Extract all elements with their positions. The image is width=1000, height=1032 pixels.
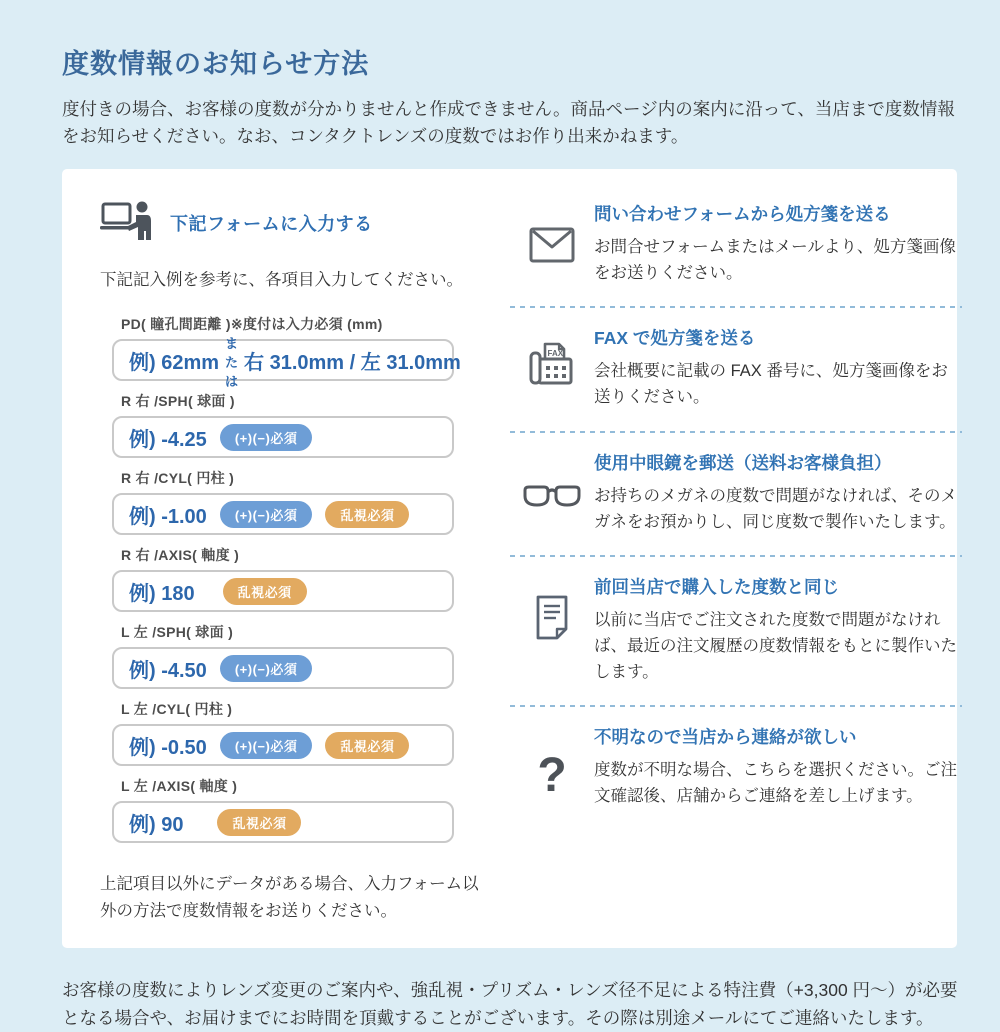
method-body: お持ちのメガネの度数で問題がなければ、そのメガネをお預かりし、同じ度数で製作いたします。 — [594, 486, 957, 531]
method-title: FAX で処方箋を送る — [594, 328, 756, 349]
method-separator — [510, 306, 962, 308]
form-header — [100, 199, 488, 246]
field-label-r-sph: R 右 /SPH( 球面 ) — [121, 393, 235, 410]
info-card — [62, 169, 957, 948]
question-icon: ? — [537, 748, 567, 802]
field-label-l-cyl: L 左 /CYL( 円柱 ) — [121, 701, 233, 718]
example-value: 例) -0.50 — [129, 736, 207, 759]
method-item-previous-order — [510, 559, 962, 703]
example-value: 例) -4.50 — [129, 659, 207, 682]
form-column — [62, 195, 488, 924]
mail-icon — [510, 201, 594, 286]
form-instruction: 下記記入例を参考に、各項目入力してください。 — [100, 271, 463, 290]
method-body: 以前に当店でご注文された度数で問題がなければ、最近の注文履歴の度数情報をもとに製作いたします。 — [594, 610, 957, 681]
badge-plus-minus-required: (+)(−)必須 — [220, 424, 313, 451]
method-separator — [510, 555, 962, 557]
fax-icon — [510, 325, 594, 410]
method-title: 前回当店で購入した度数と同じ — [594, 576, 839, 597]
method-item-mail-glasses — [510, 435, 962, 553]
intro-text: 度付きの場合、お客様の度数が分かりませんと作成できません。商品ページ内の案内に沿って、当店まで度数情報をお知らせください。なお、コンタクトレンズの度数ではお作り出来かねます。 — [62, 99, 955, 147]
example-box-pd — [112, 335, 461, 389]
field-label-r-axis: R 右 /AXIS( 軸度 ) — [121, 547, 240, 564]
methods-column — [488, 195, 980, 924]
badge-plus-minus-required: (+)(−)必須 — [220, 655, 313, 682]
svg-text:FAX: FAX — [547, 349, 564, 359]
form-input-icon — [100, 199, 152, 246]
method-item-contact-form — [510, 195, 962, 304]
example-box-l-axis — [112, 801, 454, 843]
method-body: 会社概要に記載の FAX 番号に、処方箋画像をお送りください。 — [594, 362, 948, 407]
method-body: 度数が不明な場合、こちらを選択ください。ご注文確認後、店舗からご連絡を差し上げます。 — [594, 760, 957, 805]
field-label-r-cyl: R 右 /CYL( 円柱 ) — [121, 470, 235, 487]
badge-astigmatism-required: 乱視必須 — [325, 732, 409, 759]
footer-note: お客様の度数によりレンズ変更のご案内や、強乱視・プリズム・レンズ径不足による特注費（+3,300 円〜）が必要となる場合や、お届けまでにお時間を頂戴することがございます。その際は別途メールにてご連絡いたします。 — [62, 980, 958, 1029]
example-connector: または — [225, 335, 239, 389]
example-box-r-sph — [112, 416, 454, 458]
example-value: 例) -4.25 — [129, 428, 207, 451]
badge-astigmatism-required: 乱視必須 — [325, 501, 409, 528]
example-value: 例) 62mm — [129, 351, 220, 374]
method-item-contact-me — [510, 709, 962, 827]
document-icon — [510, 574, 594, 685]
form-fields — [112, 314, 461, 843]
example-box-l-cyl — [112, 724, 454, 766]
method-separator — [510, 431, 962, 433]
badge-astigmatism-required: 乱視必須 — [217, 809, 301, 836]
field-label-l-sph: L 左 /SPH( 球面 ) — [121, 624, 234, 641]
method-title: 使用中眼鏡を郵送（送料お客様負担） — [594, 452, 892, 473]
form-note: 上記項目以外にデータがある場合、入力フォーム以外の方法で度数情報をお送りください。 — [100, 875, 479, 920]
method-title: 不明なので当店から連絡が欲しい — [594, 726, 857, 747]
method-separator — [510, 705, 962, 707]
badge-astigmatism-required: 乱視必須 — [223, 578, 307, 605]
example-box-r-cyl — [112, 493, 454, 535]
example-box-r-axis — [112, 570, 454, 612]
example-box-l-sph — [112, 647, 454, 689]
method-item-fax — [510, 310, 962, 428]
field-label-pd: PD( 瞳孔間距離 )※度付は入力必須 (mm) — [121, 316, 383, 333]
badge-plus-minus-required: (+)(−)必須 — [220, 732, 313, 759]
method-title: 問い合わせフォームから処方箋を送る — [594, 204, 891, 225]
page-title: 度数情報のお知らせ方法 — [62, 49, 370, 79]
method-body: お問合せフォームまたはメールより、処方箋画像をお送りください。 — [594, 238, 956, 283]
form-heading: 下記フォームに入力する — [170, 213, 373, 234]
example-value: 例) 180 — [129, 582, 195, 605]
example-value-2: 右 31.0mm / 左 31.0mm — [244, 351, 461, 374]
example-value: 例) -1.00 — [129, 505, 207, 528]
example-value: 例) 90 — [129, 813, 184, 836]
glasses-icon — [510, 450, 594, 535]
field-label-l-axis: L 左 /AXIS( 軸度 ) — [121, 778, 238, 795]
badge-plus-minus-required: (+)(−)必須 — [220, 501, 313, 528]
